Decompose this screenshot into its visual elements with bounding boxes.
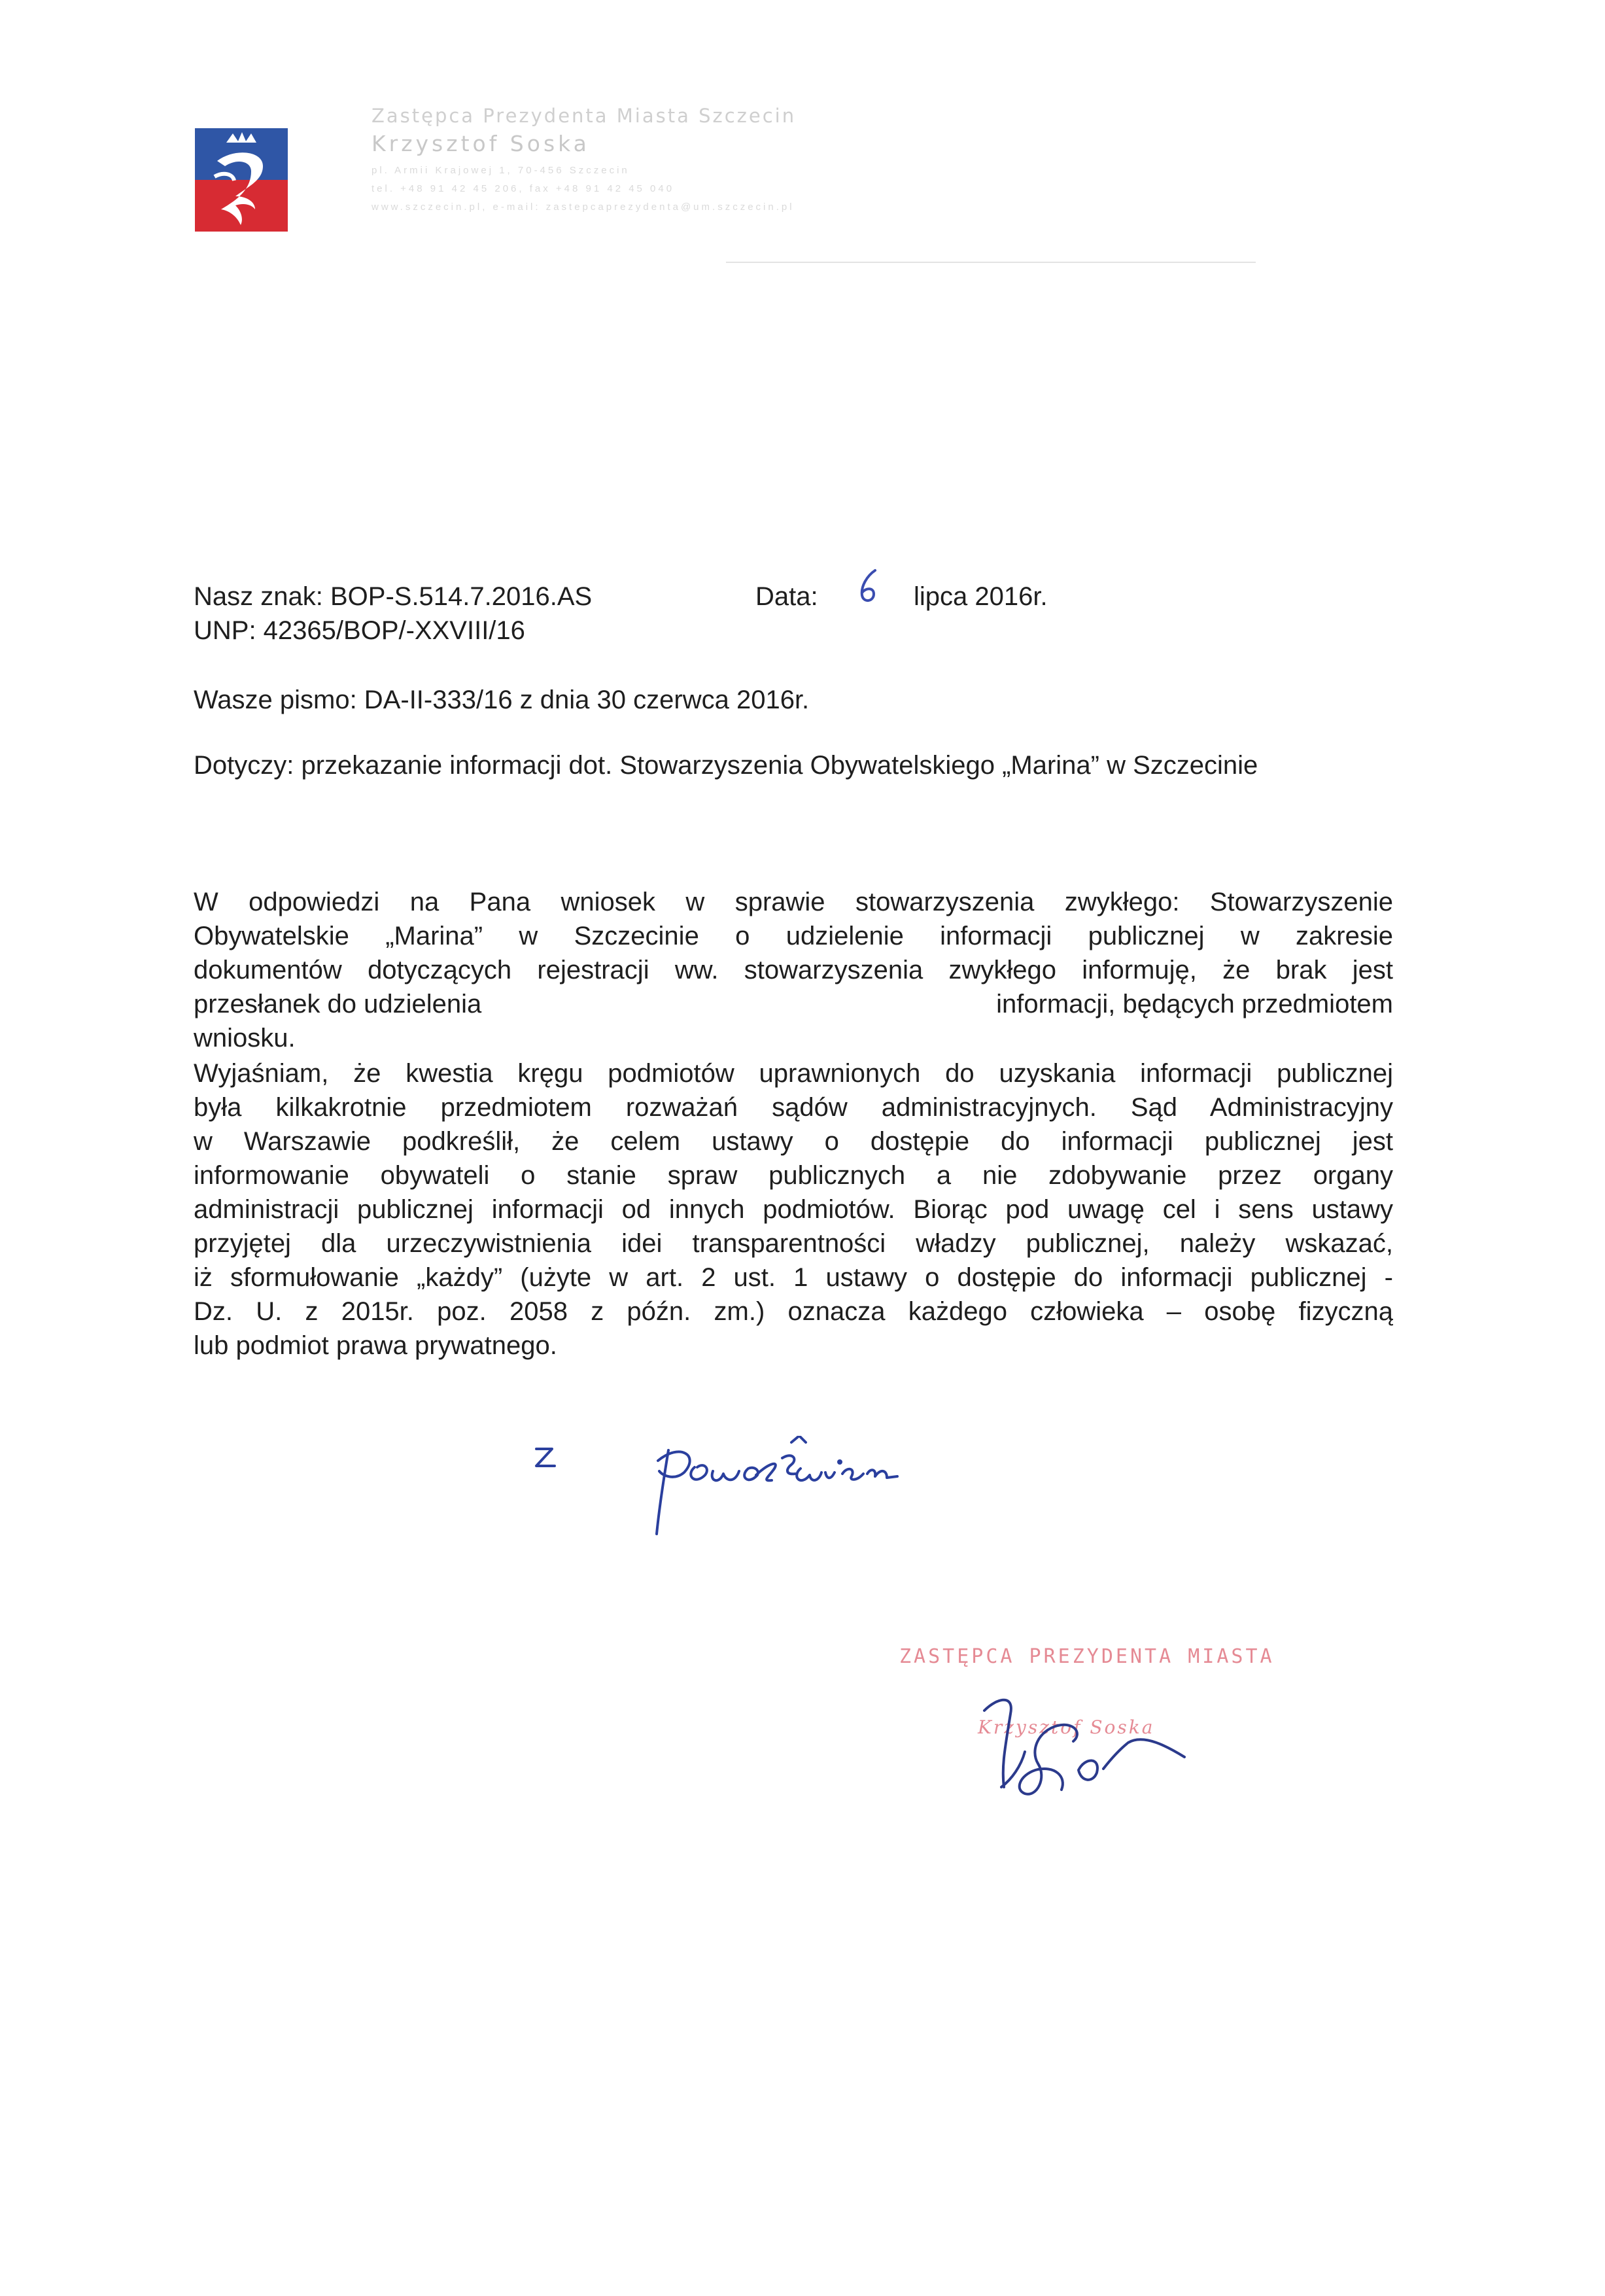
paragraph-explanation bbox=[194, 1056, 1393, 1363]
signature bbox=[984, 1700, 1184, 1794]
letterhead-phone: tel. +48 91 42 45 206, fax +48 91 42 45 040 bbox=[371, 183, 675, 194]
handwritten-closing bbox=[523, 1436, 1046, 1540]
official-stamp bbox=[886, 1635, 1279, 1818]
gap-right-text: informacji, będących przedmiotem bbox=[996, 990, 1393, 1018]
paragraph-line: lub podmiot prawa prywatnego. bbox=[194, 1331, 557, 1360]
stamp-title: ZASTĘPCA PREZYDENTA MIASTA bbox=[899, 1645, 1275, 1668]
stamp-name: Krzysztof Soska bbox=[978, 1716, 1155, 1738]
date-value: lipca 2016r. bbox=[914, 582, 1048, 611]
paragraph-line: dokumentów dotyczących rejestracji ww. stowarzyszenia zwykłego informuję, że brak jest bbox=[194, 956, 1393, 984]
letterhead-address: pl. Armii Krajowej 1, 70-456 Szczecin bbox=[371, 165, 630, 176]
letterhead-web: www.szczecin.pl, e-mail: zastepcaprezydenta@um.szczecin.pl bbox=[371, 201, 795, 213]
stamp-artwork bbox=[886, 1635, 1279, 1818]
date-label: Data: bbox=[755, 582, 818, 611]
letterhead-name: Krzysztof Soska bbox=[371, 131, 590, 156]
our-reference: Nasz znak: BOP-S.514.7.2016.AS bbox=[194, 582, 593, 611]
paragraph-line: wniosku. bbox=[194, 1024, 296, 1052]
your-letter-reference: Wasze pismo: DA-II-333/16 z dnia 30 czerwca 2016r. bbox=[194, 686, 810, 714]
gap-left-text: przesłanek do udzielenia bbox=[194, 990, 482, 1018]
paragraph-line: w Warszawie podkreślił, że celem ustawy o dostępie do informacji publicznej jest bbox=[194, 1127, 1393, 1156]
letterhead-role: Zastępca Prezydenta Miasta Szczecin bbox=[371, 105, 797, 127]
paragraph-line: Wyjaśniam, że kwestia kręgu podmiotów uprawnionych do uzyskania informacji publicznej bbox=[194, 1059, 1393, 1088]
paragraph-line: W odpowiedzi na Pana wniosek w sprawie stowarzyszenia zwykłego: Stowarzyszenie bbox=[194, 888, 1393, 916]
letterhead bbox=[371, 105, 796, 213]
unp-number: UNP: 42365/BOP/-XXVIII/16 bbox=[194, 616, 525, 645]
paragraph-line: przyjętej dla urzeczywistnienia idei transparentności władzy publicznej, należy wskazać, bbox=[194, 1229, 1393, 1258]
paragraph-line: informowanie obywateli o stanie spraw publicznych a nie zdobywanie przez organy bbox=[194, 1161, 1393, 1190]
paragraph-line: Dz. U. z 2015r. poz. 2058 z późn. zm.) oznacza każdego człowieka – osobę fizyczną bbox=[194, 1297, 1393, 1326]
paragraph-line: Obywatelskie „Marina” w Szczecinie o udzielenie informacji publicznej w zakresie bbox=[194, 922, 1393, 950]
subject-line: Dotyczy: przekazanie informacji dot. Stowarzyszenia Obywatelskiego „Marina” w Szczecinie bbox=[194, 751, 1258, 780]
paragraph-response bbox=[194, 885, 1393, 1055]
letterhead-rule bbox=[726, 262, 1256, 263]
szczecin-griffin-logo bbox=[195, 128, 288, 232]
paragraph-line-gap bbox=[194, 987, 1393, 1021]
paragraph-line: iż sformułowanie „każdy” (użyte w art. 2 ust. 1 ustawy o dostępie do informacji publicznej - bbox=[194, 1263, 1393, 1292]
paragraph-line: administracji publicznej informacji od innych podmiotów. Biorąc pod uwagę cel i sens ustawy bbox=[194, 1195, 1393, 1224]
handwritten-day bbox=[855, 566, 882, 606]
paragraph-line: była kilkakrotnie przedmiotem rozważań sądów administracyjnych. Sąd Administracyjny bbox=[194, 1093, 1393, 1122]
